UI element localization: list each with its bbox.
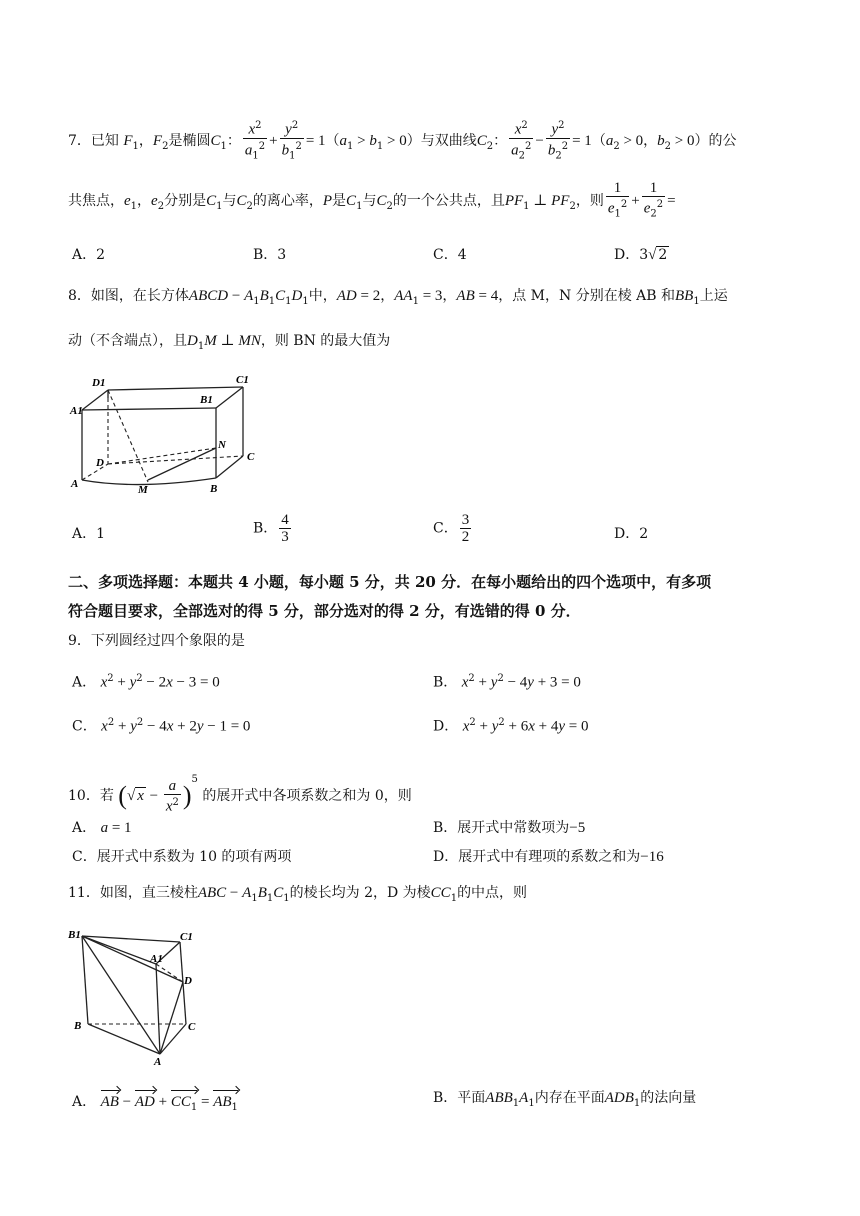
q10-option-c[interactable]: C．展开式中系数为 10 的项有两项	[72, 849, 292, 865]
q8-option-c[interactable]: C． $\frac{3}{2}$	[433, 512, 470, 545]
label-d1: D1	[92, 377, 106, 389]
q7-line2: 共焦点，$e_1$，$e_2$分别是$C_1$与$C_2$的离心率，P是$C_1$与$C_2$的一个公共点，且$PF_1$ ⊥ $PF_2$，则 $\frac{1}{e_1^2}$ + $\frac{1}{e_2^2}$ =	[68, 180, 676, 222]
q10-option-a[interactable]: A． a = 1	[72, 820, 132, 836]
section-heading-line2: 符合题目要求，全部选对的得 5 分，部分选对的得 2 分，有选错的得 0 分．	[68, 602, 581, 620]
q9-option-b[interactable]: B． $x^2 + y^2 - 4y + 3 = 0$	[433, 673, 581, 691]
q8-line1: 8．如图，在长方体ABCD − $A_1B_1C_1D_1$中，AD = 2，$AA_1 = 3$，AB = 4，点 M，N 分别在棱 AB 和$BB_1$上运	[68, 288, 728, 307]
label-a: A	[154, 1056, 162, 1066]
label-c: C	[247, 451, 255, 463]
q8-line2: 动（不含端点），且$D_1M$ ⊥ MN，则 BN 的最大值为	[68, 333, 391, 352]
q7-option-b[interactable]: B．3	[253, 247, 287, 263]
q10-option-b[interactable]: B．展开式中常数项为−5	[433, 820, 586, 836]
label-c: C	[188, 1021, 196, 1033]
label-c1: C1	[180, 931, 193, 943]
label-b: B	[74, 1020, 82, 1032]
label-b1: B1	[68, 929, 81, 941]
label-a1: A1	[70, 405, 83, 417]
q7-line1: 7．已知 $F_1$，$F_2$是椭圆$C_1$： $\frac{x^2}{a_1^2}$ + $\frac{y^2}{b_1^2}$ = $1(a_1 > b_1 > 0)$与双曲线$C_2$： $\frac{x^2}{a_2^2}$ − $\frac{y^2}{b_2^2}$ = $1(a_2 > 0$，$b_2 > 0$）的公	[68, 118, 737, 164]
q9-option-c[interactable]: C． $x^2 + y^2 - 4x + 2y - 1 = 0$	[72, 717, 251, 735]
q9-stem: 9．下列圆经过四个象限的是	[68, 633, 245, 649]
label-b1: B1	[200, 394, 213, 406]
q11-option-a[interactable]: A． AB − AD + $CC_1 = AB_1$	[72, 1088, 238, 1118]
section-heading-line1: 二、多项选择题：本题共 4 小题，每小题 5 分，共 20 分．在每小题给出的四个选项中，有多项	[68, 573, 712, 591]
q10-option-d[interactable]: D．展开式中有理项的系数之和为−16	[433, 849, 664, 865]
q7-option-c[interactable]: C．4	[433, 247, 467, 263]
q8-option-b[interactable]: B． $\frac{4}{3}$	[253, 512, 289, 545]
q11-stem: 11．如图，直三棱柱ABC − $A_1B_1C_1$的棱长均为 2，D 为棱$CC_1$的中点，则	[68, 885, 528, 904]
label-d: D	[184, 975, 192, 987]
label-c1: C1	[236, 374, 249, 386]
q7-option-a[interactable]: A．2	[72, 247, 106, 263]
label-a: A	[71, 478, 79, 490]
prism-figure	[68, 926, 218, 1066]
cuboid-figure	[68, 372, 268, 497]
q9-option-a[interactable]: A． $x^2 + y^2 - 2x - 3 = 0$	[72, 673, 220, 691]
q8-option-d[interactable]: D．2	[614, 526, 649, 542]
label-n: N	[218, 439, 226, 451]
label-d: D	[96, 457, 104, 469]
q10-stem: 10．若 (√ x − $\frac{a}{x^2}$ )$^5$ 的展开式中各项系数之和为 0，则	[68, 774, 412, 815]
label-a1: A1	[150, 953, 163, 965]
q9-option-d[interactable]: D． $x^2 + y^2 + 6x + 4y = 0$	[433, 717, 589, 735]
label-m: M	[138, 484, 148, 496]
label-b: B	[210, 483, 218, 495]
q8-option-a[interactable]: A．1	[72, 526, 106, 542]
q7-option-d[interactable]: D．3√ 2	[614, 247, 668, 263]
q11-option-b[interactable]: B．平面$ABB_1A_1$内存在平面$ADB_1$的法向量	[433, 1090, 697, 1109]
